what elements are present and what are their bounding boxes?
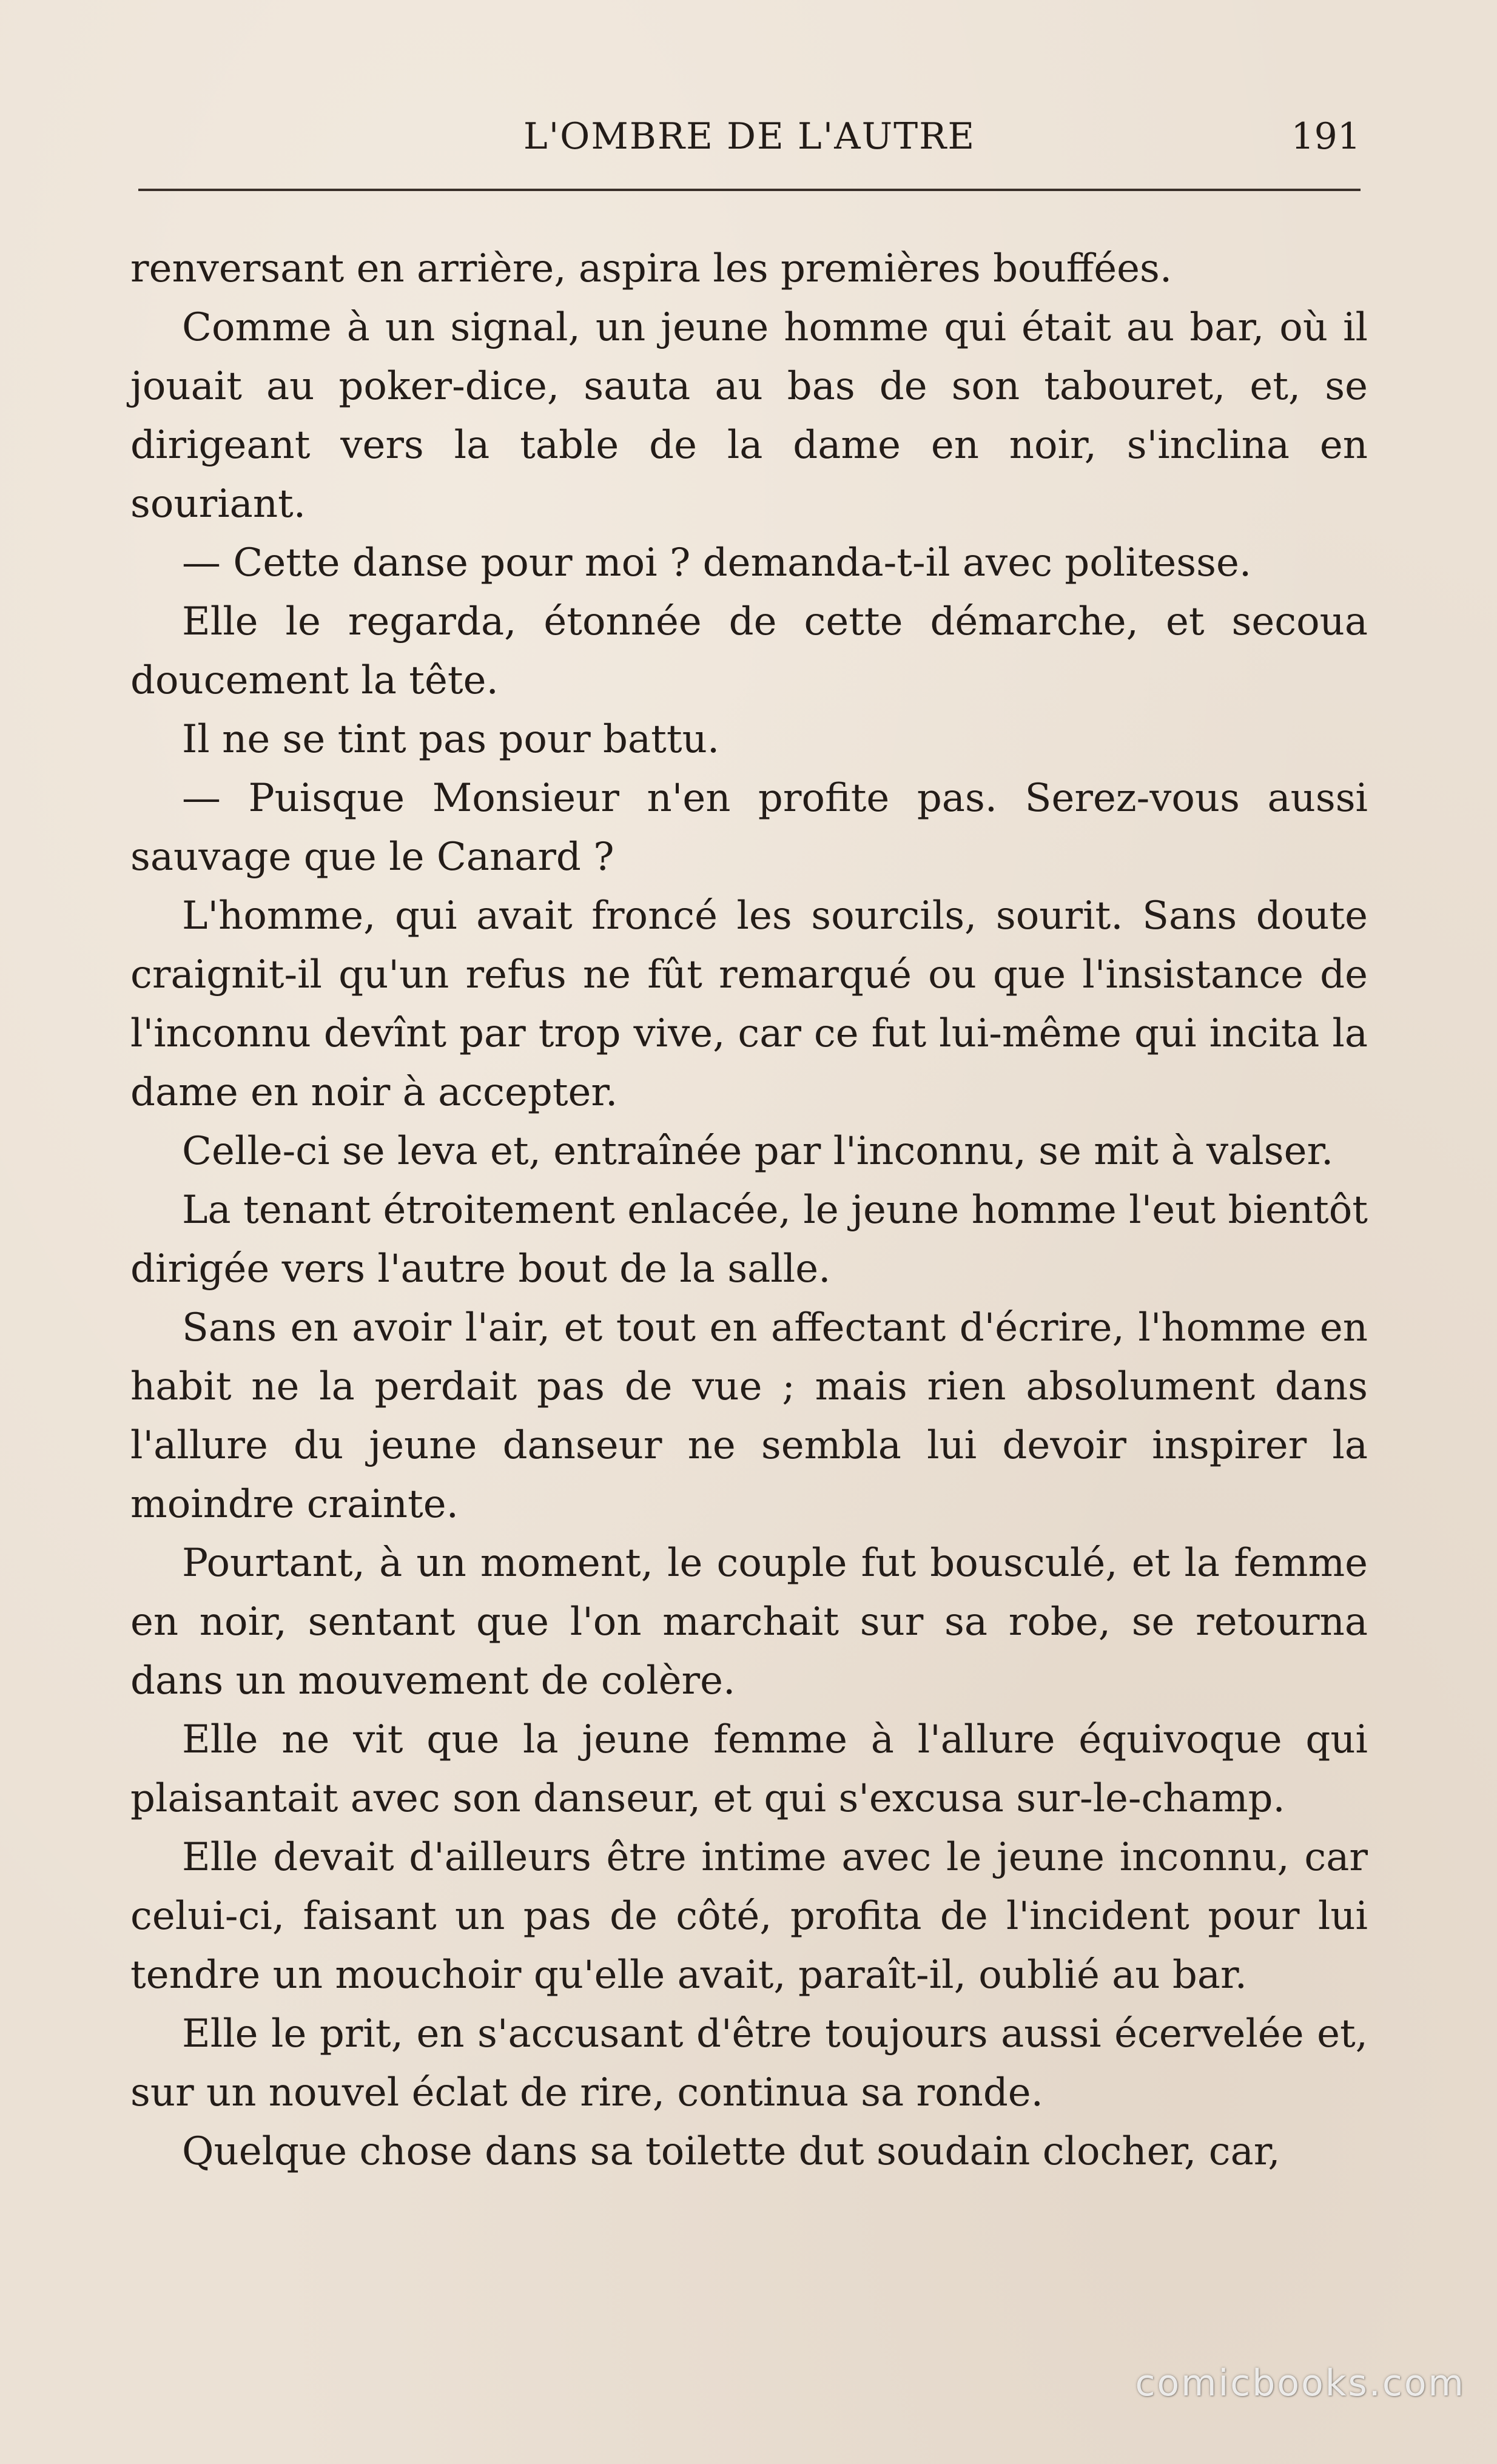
paragraph: Pourtant, à un moment, le couple fut bousculé, et la femme en noir, sentant que l'on marchait sur sa robe, se retourna dans un mouvement de colère. (130, 1541, 1368, 1703)
page-number: 191 (1291, 115, 1361, 158)
paragraph: Elle ne vit que la jeune femme à l'allure équivoque qui plaisantait avec son danseur, et qui s'excusa sur-le-champ. (130, 1717, 1368, 1821)
paragraph: Sans en avoir l'air, et tout en affectant d'écrire, l'homme en habit ne la perdait pas de vue ; mais rien absolument dans l'allure du jeune danseur ne sembla lui devoir inspirer la moindre crainte. (130, 1305, 1368, 1527)
paragraph: Elle devait d'ailleurs être intime avec le jeune inconnu, car celui-ci, faisant un pas de côté, profita de l'incident pour lui tendre un mouchoir qu'elle avait, paraît-il, oublié au bar. (130, 1835, 1368, 1998)
paragraph: Comme à un signal, un jeune homme qui était au bar, où il jouait au poker-dice, sauta au bas de son tabouret, et, se dirigeant vers la table de la dame en noir, s'inclina en souriant. (130, 305, 1368, 527)
paragraph: Elle le regarda, étonnée de cette démarche, et secoua doucement la tête. (130, 599, 1368, 703)
body-text (130, 240, 1368, 2181)
watermark: comicbooks.com (1135, 2362, 1465, 2405)
paragraph: Elle le prit, en s'accusant d'être toujours aussi écervelée et, sur un nouvel éclat de rire, continua sa ronde. (130, 2011, 1368, 2115)
paragraph: — Puisque Monsieur n'en profite pas. Serez-vous aussi sauvage que le Canard ? (130, 776, 1368, 880)
paragraph: renversant en arrière, aspira les premières bouffées. (130, 246, 1172, 291)
paragraph: Il ne se tint pas pour battu. (182, 717, 720, 762)
paragraph: Quelque chose dans sa toilette dut soudain clocher, car, (182, 2129, 1280, 2174)
paragraph: Celle-ci se leva et, entraînée par l'inconnu, se mit à valser. (182, 1129, 1334, 1174)
paragraph: L'homme, qui avait froncé les sourcils, sourit. Sans doute craignit-il qu'un refus ne fût remarqué ou que l'insistance de l'inconnu devînt par trop vive, car ce fut lui-même qui incita la dame en noir à accepter. (130, 894, 1368, 1115)
header-rule (138, 189, 1361, 191)
running-title: L'OMBRE DE L'AUTRE (523, 115, 976, 158)
running-head (138, 109, 1361, 164)
paragraph: — Cette danse pour moi ? demanda-t-il avec politesse. (182, 540, 1252, 585)
paragraph: La tenant étroitement enlacée, le jeune homme l'eut bientôt dirigée vers l'autre bout de la salle. (130, 1188, 1368, 1291)
